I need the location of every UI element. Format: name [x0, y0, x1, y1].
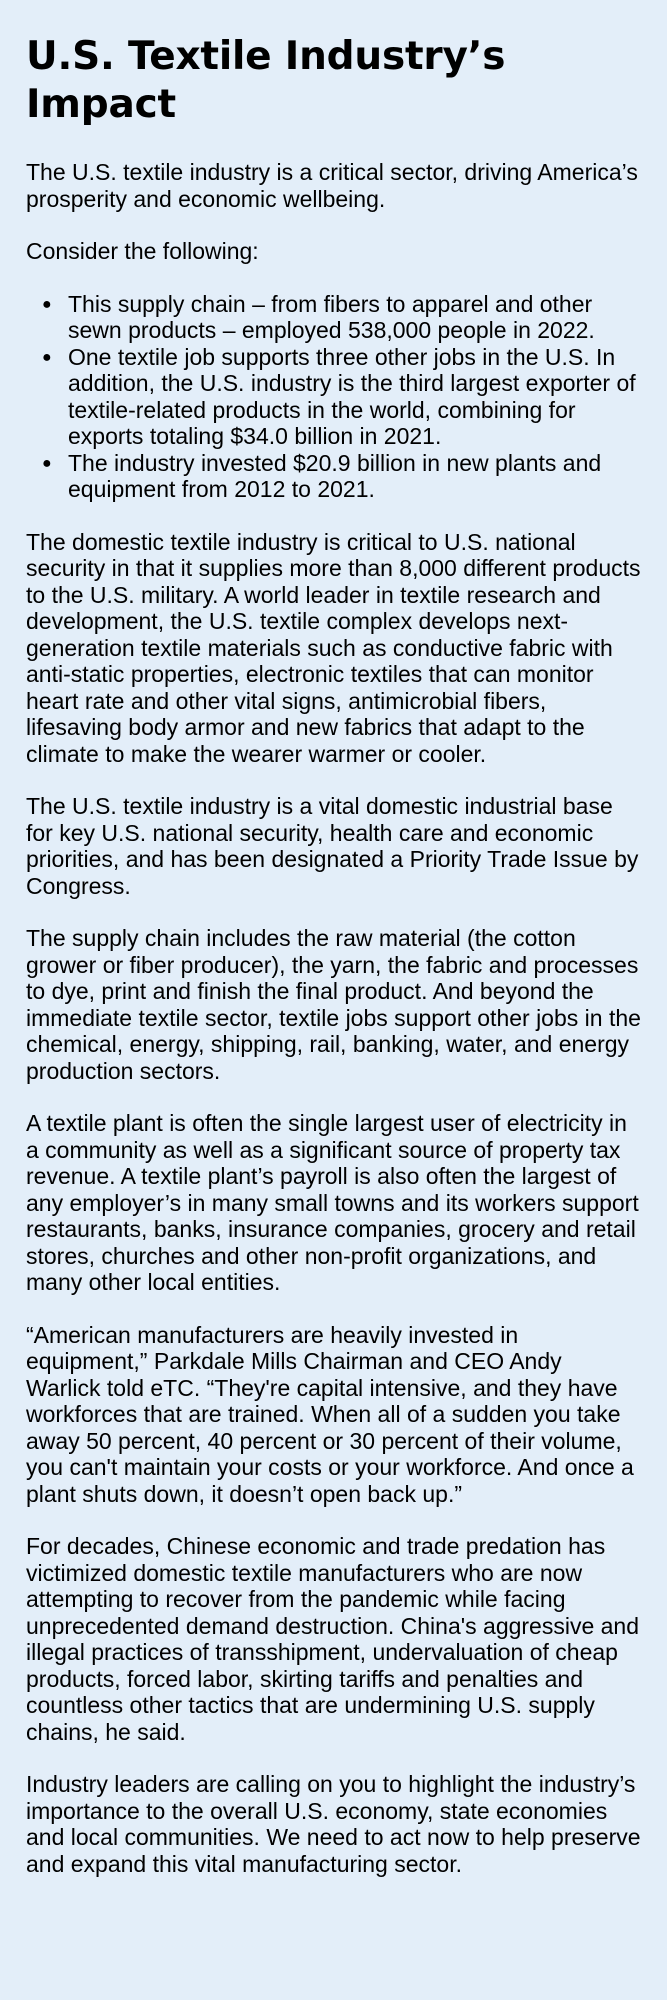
national-security-paragraph: The domestic textile industry is critical to U.S. national security in that it supplies more than 8,000 different products to the U.S. military. A world leader in textile research and development, the U.S. textile complex develops next-generation textile materials such as conductive fabric with anti-static properties, electronic textiles that can monitor heart rate and other vital signs, antimicrobial fibers, lifesaving body armor and new fabrics that adapt to the climate to make the wearer warmer or cooler. [26, 528, 641, 767]
supply-chain-paragraph: The supply chain includes the raw material (the cotton grower or fiber producer), the yarn, the fabric and processes to dye, print and finish the final product. And beyond the immediate textile sector, textile jobs support other jobs in the chemical, energy, shipping, rail, banking, water, and energy production sectors. [26, 925, 641, 1084]
list-item-text: This supply chain – from fibers to apparel and other sewn products – employed 538,000 people in 2022. [68, 290, 595, 343]
industrial-base-paragraph: The U.S. textile industry is a vital domestic industrial base for key U.S. national security, health care and economic priorities, and has been designated a Priority Trade Issue by Congress. [26, 793, 639, 899]
quote-paragraph: “American manufacturers are heavily invested in equipment,” Parkdale Mills Chairman and CEO Andy Warlick told eTC. “They're capital intensive, and they have workforces that are trained. When all of a sudden you take away 50 percent, 40 percent or 30 percent of their volume, you can't maintain your costs or your workforce. And once a plant shuts down, it doesn’t open back up.” [26, 1321, 634, 1507]
bullet-icon: ● [42, 454, 52, 472]
intro-paragraph: The U.S. textile industry is a critical sector, driving America’s prosperity and economic wellbeing. [26, 159, 638, 212]
call-to-action-paragraph: Industry leaders are calling on you to highlight the industry’s importance to the overall U.S. economy, state economies and local communities. We need to act now to help preserve and expand this vital manufacturing sector. [26, 1771, 641, 1877]
list-item [42, 290, 641, 344]
community-paragraph: A textile plant is often the single largest user of electricity in a community as well as a significant source of property tax revenue. A textile plant’s payroll is also often the largest of any employer’s in many small towns and its workers support restaurants, banks, insurance companies, grocery and retail stores, churches and other non-profit organizations, and many other local entities. [26, 1110, 639, 1295]
list-item-text: The industry invested $20.9 billion in new plants and equipment from 2012 to 2021. [68, 449, 602, 502]
list-item [42, 449, 641, 503]
bullet-icon: ● [42, 295, 52, 313]
list-item [42, 343, 641, 450]
consider-paragraph: Consider the following: [26, 238, 259, 264]
page-title: U.S. Textile Industry’s Impact [26, 34, 506, 127]
key-facts-list [26, 291, 641, 503]
bullet-icon: ● [42, 348, 52, 366]
list-item-text: One textile job supports three other jobs in the U.S. In addition, the U.S. industry is the third largest exporter of textile-related products in the world, combining for exports totaling $34.0 billion in 2021. [68, 343, 636, 449]
china-paragraph: For decades, Chinese economic and trade predation has victimized domestic textile manufacturers who are now attempting to recover from the pandemic while facing unprecedented demand destruction. China's aggressive and illegal practices of transshipment, undervaluation of cheap products, forced labor, skirting tariffs and penalties and countless other tactics that are undermining U.S. supply chains, he said. [26, 1533, 640, 1745]
